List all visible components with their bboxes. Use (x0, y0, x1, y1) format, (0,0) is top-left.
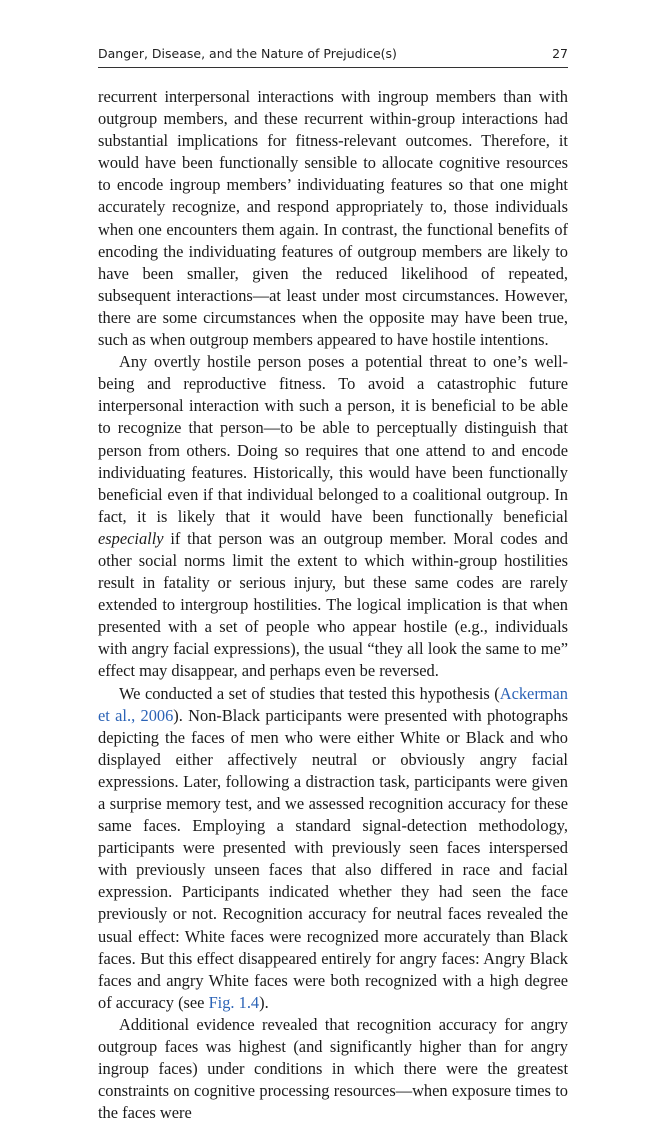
paragraph-3 (98, 683, 568, 1014)
running-title: Danger, Disease, and the Nature of Prejudice(s) (98, 46, 397, 61)
header-rule (98, 67, 568, 68)
citation-link-ackerman[interactable]: Ackerman et al., 2006 (98, 683, 568, 725)
body-text (98, 86, 568, 1124)
figure-link-1-4[interactable]: Fig. 1.4 (208, 992, 260, 1012)
paragraph-1: recurrent interpersonal interactions with ingroup members than with outgroup members, and these recurrent within-group interactions had substantial implications for fitness-relevant outcomes. Therefore, it would have been functionally sensible to allocate cognitive resources to encode ingroup members’ individuating features so that one might accurately recognize, and respond appropriately to, those individuals when one encounters them again. In contrast, the functional benefits of encoding the individuating features of outgroup members are likely to have been smaller, given the reduced likelihood of repeated, subsequent interactions—at least under most circumstances. However, there are some circumstances when the opposite may have been true, such as when outgroup members appeared to have hostile intentions. (98, 87, 568, 350)
paragraph-4: Additional evidence revealed that recognition accuracy for angry outgroup faces was highest (and significantly higher than for angry ingroup faces) under conditions in which there were the greatest constraints on cognitive processing resources—when exposure times to the faces were (98, 1014, 568, 1123)
emphasis-especially: especially (98, 528, 164, 548)
paragraph-2-text-b: if that person was an outgroup member. Moral codes and other social norms limit the extent to which within-group hostilities result in fatality or serious injury, but these same codes are rarely extended to intergroup hostilities. The logical implication is that when presented with a set of people who appear hostile (e.g., individuals with angry facial expressions), the usual “they all look the same to me” effect may disappear, and perhaps even be reversed. (98, 528, 568, 681)
paragraph-3-text-b: ). Non-Black participants were presented with photographs depicting the faces of men who were either White or Black and who displayed either affectively neutral or obviously angry facial expressions. Later, following a distraction task, participants were given a surprise memory test, and we assessed recognition accuracy for these same faces. Employing a standard signal-detection methodology, participants were presented with previously seen faces interspersed with previously unseen faces that also differed in race and facial expression. Participants indicated whether they had seen the face previously or not. Recognition accuracy for neutral faces revealed the usual effect: White faces were recognized more accurately than Black faces. But this effect disappeared entirely for angry faces: Angry Black faces and angry White faces were both recognized with a high degree of accuracy (see (98, 705, 568, 1012)
running-header (98, 46, 568, 61)
paragraph-3-text-c: ). (259, 992, 269, 1012)
paragraph-2 (98, 351, 568, 682)
paragraph-2-text-a: Any overtly hostile person poses a potential threat to one’s well-being and reproductive fitness. To avoid a catastrophic future interpersonal interaction with such a person, it is beneficial to be able to recognize that person—to be able to perceptually distinguish that person from others. Doing so requires that one attend to and encode individuating features. Historically, this would have been functionally beneficial even if that individual belonged to a coalitional outgroup. In fact, it is likely that it would have been functionally beneficial (98, 352, 568, 526)
page-number: 27 (552, 46, 568, 61)
paragraph-3-text-a: We conducted a set of studies that tested this hypothesis ( (119, 683, 500, 703)
